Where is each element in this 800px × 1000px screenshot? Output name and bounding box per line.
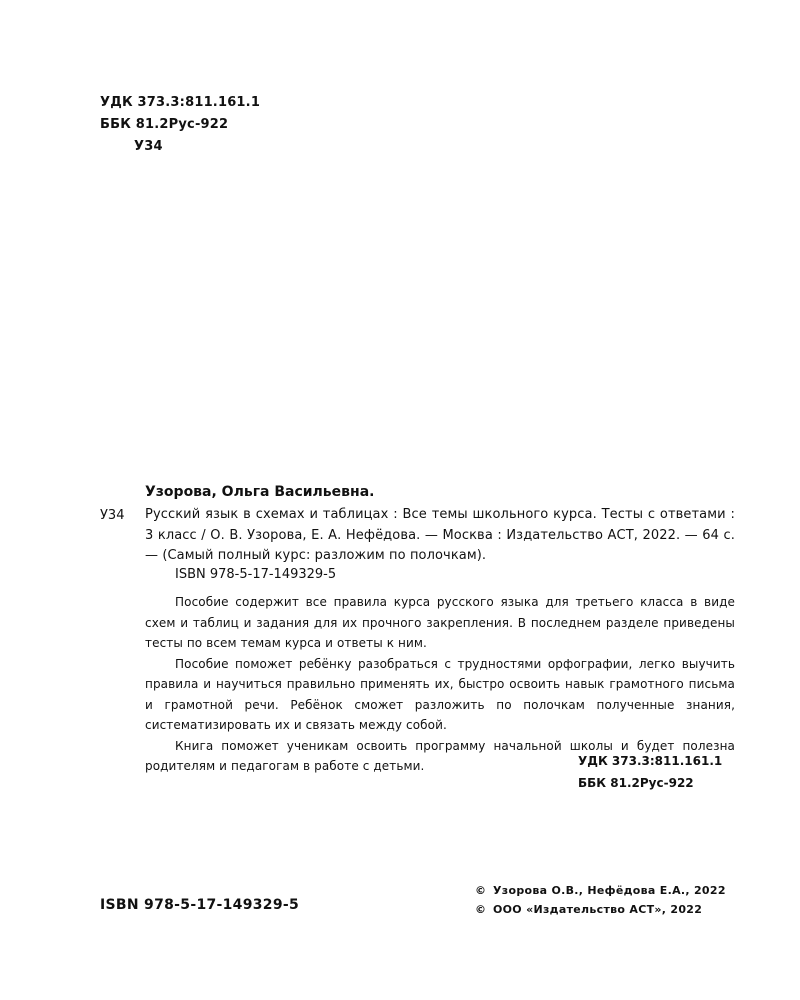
annotation-paragraph: Пособие поможет ребёнку разобраться с трудностями орфографии, легко выучить правила и научиться правильно применять их, быстро освоить навык грамотного письма и грамотной речи. Ребёнок сможет разложить по полочкам полученные знания, систематизировать их и связать между собой. xyxy=(145,656,735,732)
annotation-paragraph: Книга поможет ученикам освоить программу начальной школы и будет полезна родителям и педагогам в работе с детьми. xyxy=(145,738,735,773)
author-sign: У34 xyxy=(134,139,163,154)
isbn-line: ISBN 978-5-17-149329-5 xyxy=(175,567,337,582)
copyright-line xyxy=(475,901,726,920)
copyright-icon: © xyxy=(475,884,487,897)
copyright-text: ООО «Издательство АСТ», 2022 xyxy=(493,902,703,916)
bibliographic-entry: Русский язык в схемах и таблицах : Все темы школьного курса. Тесты с ответами : 3 класс / О. В. Узорова, Е. А. Нефёдова. — Москва : Издательство АСТ, 2022. — 64 с. — (Самый полный курс: разложим по полочкам). xyxy=(145,507,735,563)
author-sign-left: У34 xyxy=(100,508,125,523)
top-classification xyxy=(100,92,260,158)
author-heading: Узорова, Ольга Васильевна. xyxy=(145,484,375,500)
isbn-footer: ISBN 978-5-17-149329-5 xyxy=(100,897,300,913)
copyright-text: Узорова О.В., Нефёдова Е.А., 2022 xyxy=(493,884,726,897)
copyright-icon: © xyxy=(475,902,487,916)
bottom-classification xyxy=(578,750,722,794)
udk-code: УДК 373.3:811.161.1 xyxy=(100,95,261,110)
bbk-code: ББК 81.2Рус-922 xyxy=(578,776,694,790)
bbk-code: ББК 81.2Рус-922 xyxy=(100,117,229,132)
udk-code: УДК 373.3:811.161.1 xyxy=(578,754,723,768)
annotation xyxy=(145,592,735,777)
copyright-line xyxy=(475,882,726,901)
annotation-paragraph: Пособие содержит все правила курса русского языка для третьего класса в виде схем и таблиц и задания для их прочного закрепления. В последнем разделе приведены тесты по всем темам курса и ответы к ним. xyxy=(145,595,735,650)
copyright-block xyxy=(475,882,726,919)
